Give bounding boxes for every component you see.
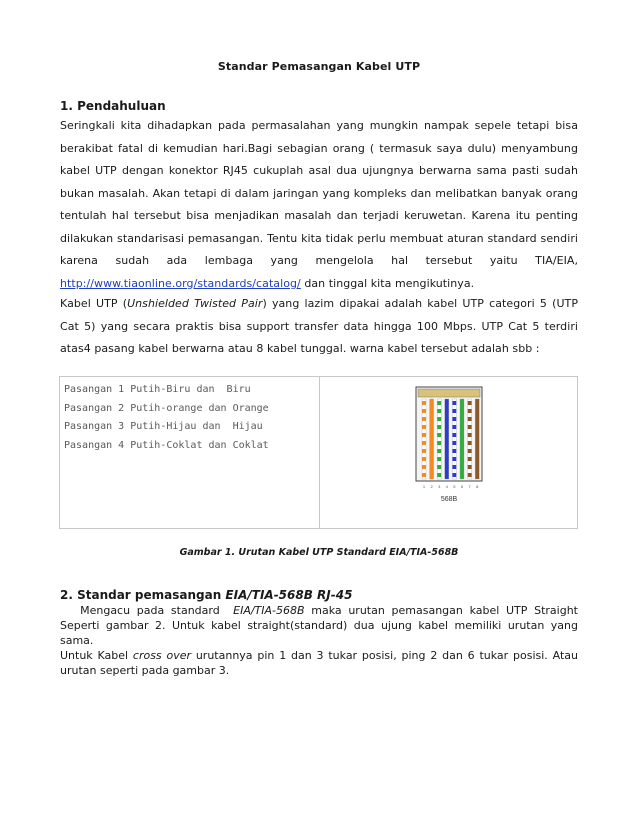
- sec2-line-1: [60, 603, 578, 618]
- utp-paragraph: [60, 293, 578, 361]
- section-1-heading: 1. Pendahuluan: [60, 99, 166, 113]
- intro-line: kabel UTP dengan konektor RJ45 cukuplah asal dua ujungnya berwarna sama pasti sudah: [60, 164, 578, 177]
- section-2-heading-prefix: 2. Standar pemasangan: [60, 588, 226, 602]
- intro-paragraph: [60, 115, 578, 295]
- pair-row: Pasangan 1 Putih-Biru dan Biru: [64, 384, 251, 395]
- sec2-line-4-prefix: Untuk Kabel: [60, 649, 133, 662]
- figure-caption: Gambar 1. Urutan Kabel UTP Standard EIA/TIA-568B: [179, 547, 459, 558]
- intro-link-line: [60, 273, 578, 296]
- sec2-line-5: urutan seperti pada gambar 3.: [60, 664, 230, 677]
- sec2-line-1-prefix: Mengacu pada standard: [60, 604, 234, 617]
- pair-row: Pasangan 3 Putih-Hijau dan Hijau: [64, 421, 263, 432]
- pin-number-label: 6: [460, 484, 464, 489]
- sec2-line-3: sama.: [60, 634, 94, 647]
- pin-number-label: 8: [476, 484, 479, 489]
- pairs-list: [64, 381, 269, 455]
- wire-5: [452, 399, 456, 479]
- utp-line-1-prefix: Kabel UTP (: [60, 297, 128, 310]
- cross-over-term: cross over: [132, 649, 192, 662]
- sec2-line-4: [60, 648, 578, 663]
- pair-row: Pasangan 4 Putih-Coklat dan Coklat: [64, 439, 269, 451]
- intro-line: Seringkali kita dihadapkan pada permasalahan yang mungkin nampak sepele tetapi bisa: [60, 119, 578, 132]
- section-2-body: [60, 603, 578, 678]
- pin-number-label: 7: [468, 484, 471, 489]
- rj45-568b-diagram: [410, 385, 490, 510]
- utp-line-1: [60, 293, 578, 316]
- wire-1: [422, 399, 426, 479]
- intro-line: berakibat fatal di kemudian hari.Bagi sebagian orang ( termasuk saya dulu) menyambung: [60, 141, 578, 155]
- utp-term: Unshielded Twisted Pair: [127, 297, 263, 310]
- sec2-line-4-suffix: urutannya pin 1 dan 3 tukar posisi, ping 2 dan 6 tukar posisi. Atau: [191, 649, 578, 662]
- utp-line-3: atas4 pasang kabel berwarna atau 8 kabel tunggal. warna kabel tersebut adalah sbb :: [60, 342, 540, 355]
- pin-number-label: 3: [438, 484, 441, 489]
- wire-2: [430, 399, 434, 479]
- wire-3: [437, 399, 441, 479]
- tia-catalog-link[interactable]: http://www.tiaonline.org/standards/catalog/: [60, 276, 301, 290]
- utp-line-1-suffix: ) yang lazim dipakai adalah kabel UTP categori 5 (UTP: [262, 297, 578, 310]
- pairs-table: [59, 376, 578, 529]
- intro-line: bukan masalah. Akan tetapi di dalam jaringan yang kompleks dan melibatkan banyak orang: [60, 186, 578, 200]
- pin-number-label: 4: [445, 484, 448, 489]
- pair-row: Pasangan 2 Putih-orange dan Orange: [64, 402, 269, 414]
- pin-number-label: 5: [453, 484, 456, 489]
- document-title: Standar Pemasangan Kabel UTP: [217, 60, 421, 73]
- table-divider: [319, 377, 320, 528]
- diagram-label: 568B: [440, 496, 458, 503]
- intro-line: karena sudah ada lembaga yang mengelola hal tersebut yaitu TIA/EIA,: [60, 254, 578, 267]
- section-2-heading: [60, 588, 352, 602]
- pin-number-label: 2: [430, 484, 433, 489]
- wire-8: [475, 399, 479, 479]
- sec2-line-2: Seperti gambar 2. Untuk kabel straight(standard) dua ujung kabel memiliki urutan yang: [60, 619, 578, 632]
- section-2-heading-standard: EIA/TIA-568B RJ-45: [225, 588, 353, 602]
- intro-link-suffix: dan tinggal kita mengikutinya.: [300, 276, 475, 290]
- connector-top-strip: [418, 389, 480, 397]
- pin-number-label: 1: [422, 484, 426, 489]
- intro-line: tentulah hal tersebut bisa menjadikan masalah dan terjadi keruwetan. Karena itu penting: [60, 209, 578, 222]
- utp-line-2: Cat 5) yang secara praktis bisa support transfer data hingga 100 Mbps. UTP Cat 5 terdiri: [60, 319, 578, 333]
- sec2-standard-term: EIA/TIA-568B: [233, 604, 305, 617]
- wire-4: [445, 399, 449, 479]
- wire-7: [468, 399, 472, 479]
- intro-line: dilakukan standarisasi pemasangan. Tentu kita tidak perlu membuat aturan standard sendiri: [60, 231, 578, 245]
- wire-6: [460, 399, 464, 479]
- sec2-line-1-suffix: maka urutan pemasangan kabel UTP Straight: [304, 604, 578, 617]
